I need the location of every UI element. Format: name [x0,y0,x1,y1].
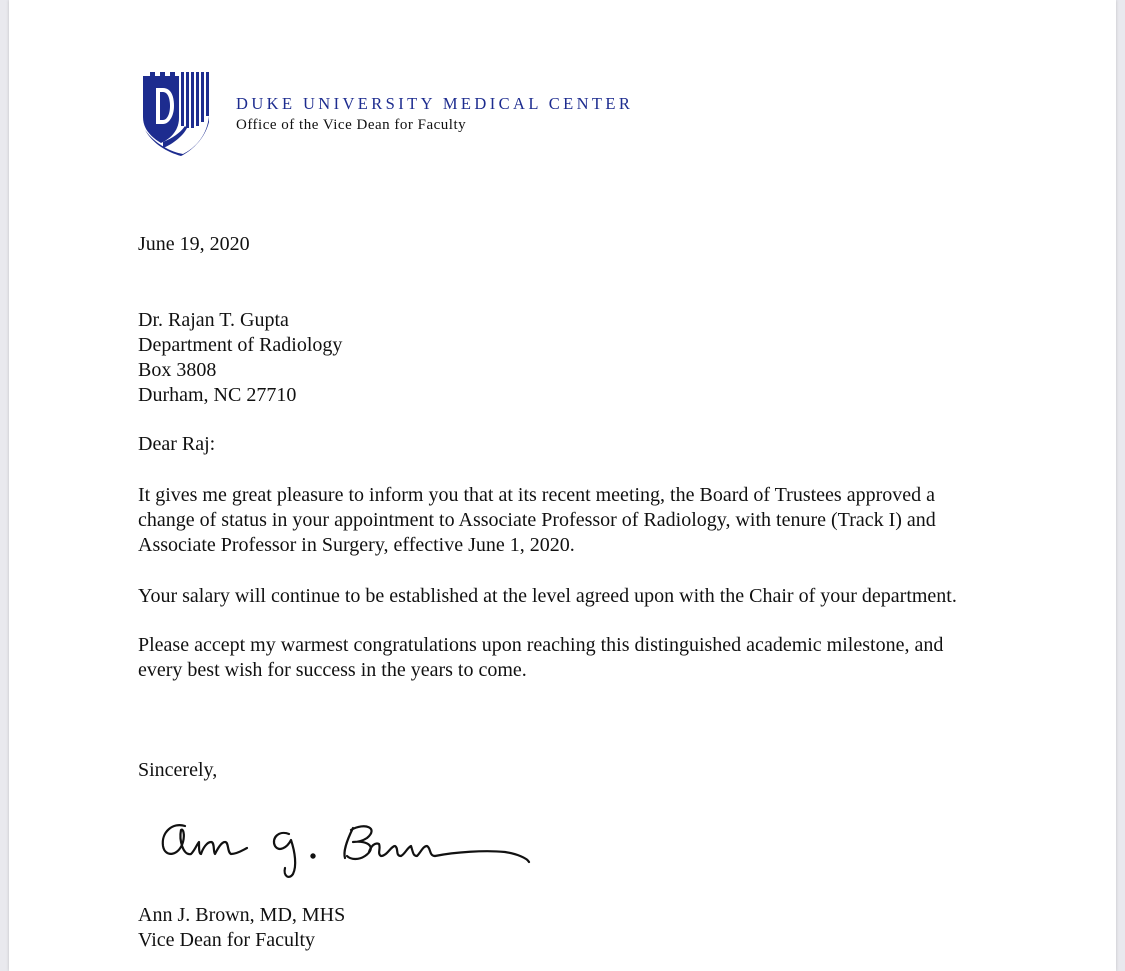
paragraph-line: Your salary will continue to be established at the level agreed upon with the Chair of your department. [138,585,957,607]
paragraph-line: It gives me great pleasure to inform you that at its recent meeting, the Board of Trustees approved a [138,484,936,506]
recipient-box: Box 3808 [138,359,217,381]
signer-block [138,903,345,953]
letter-page [9,0,1116,971]
letter-date: June 19, 2020 [138,233,250,255]
body-paragraph-1 [138,483,936,558]
organization-name: DUKE UNIVERSITY MEDICAL CENTER [236,94,634,113]
recipient-city-state-zip: Durham, NC 27710 [138,384,297,406]
duke-shield-icon [141,72,211,156]
recipient-name: Dr. Rajan T. Gupta [138,309,289,331]
paragraph-line: Associate Professor in Surgery, effective June 1, 2020. [138,534,575,556]
closing: Sincerely, [138,759,218,781]
paragraph-line: change of status in your appointment to Associate Professor of Radiology, with tenure (Track I) and [138,509,936,531]
salutation: Dear Raj: [138,433,216,455]
paragraph-line: Please accept my warmest congratulations upon reaching this distinguished academic milestone, and [138,634,944,656]
signer-title: Vice Dean for Faculty [138,929,316,951]
body-paragraph-2 [138,584,957,609]
recipient-department: Department of Radiology [138,334,343,356]
recipient-address [138,308,342,408]
paragraph-line: every best wish for success in the years to come. [138,659,527,681]
letterhead [236,94,633,135]
signer-name: Ann J. Brown, MD, MHS [138,904,346,926]
office-name: Office of the Vice Dean for Faculty [236,117,467,133]
body-paragraph-3 [138,633,943,683]
handwritten-signature-icon [155,812,535,884]
